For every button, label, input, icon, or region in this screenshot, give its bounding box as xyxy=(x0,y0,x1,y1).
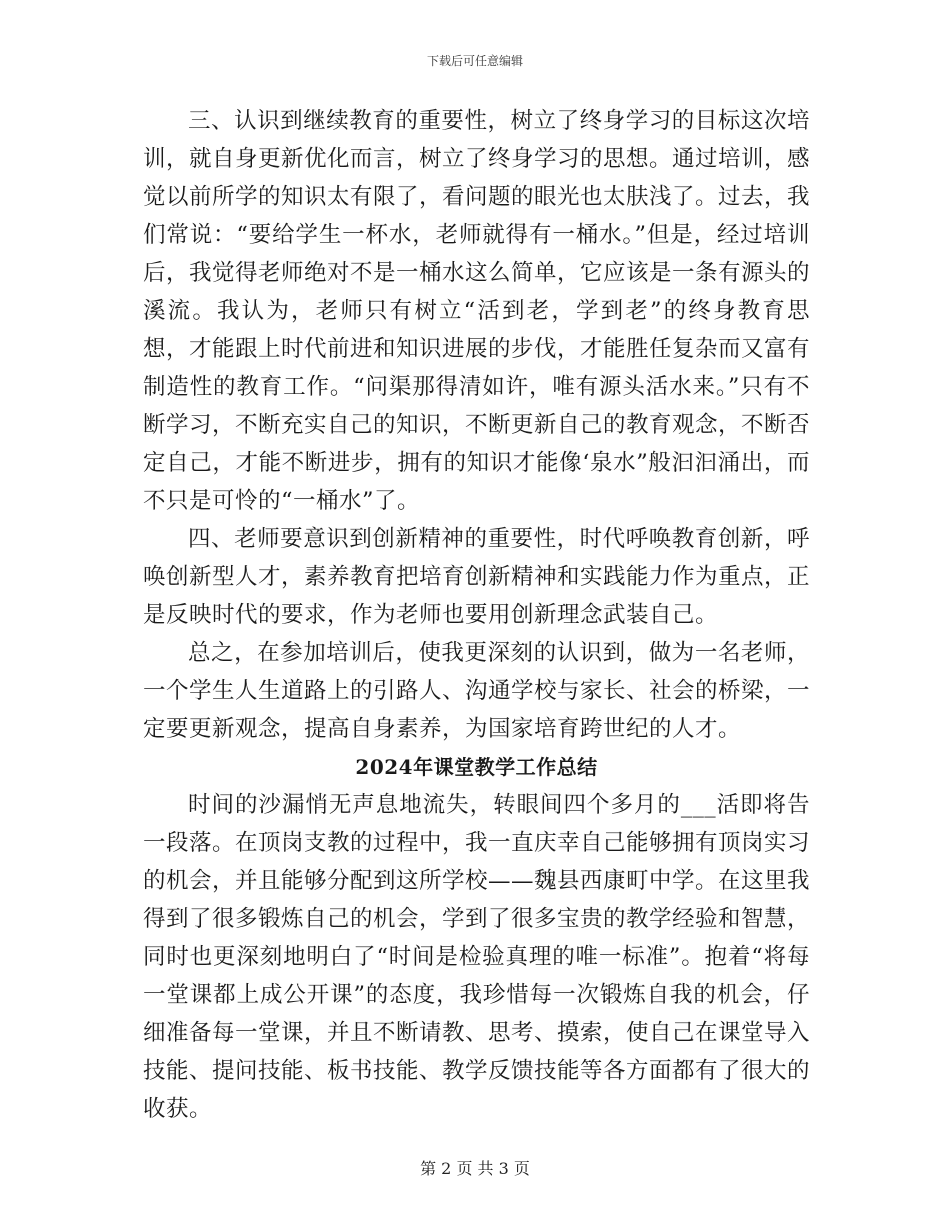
paragraph-conclusion: 总之，在参加培训后，使我更深刻的认识到，做为一名老师，一个学生人生道路上的引路人、沟通学校与家长、社会的桥梁，一定要更新观念，提高自身素养，为国家培育跨世纪的人才。 xyxy=(143,640,811,742)
page-header: 下载后可任意编辑 xyxy=(426,54,523,68)
page-number-footer: 第 2 页 共 3 页 xyxy=(420,1159,530,1178)
paragraph-innovation-spirit: 四、老师要意识到创新精神的重要性，时代呼唤教育创新，呼唤创新型人才，素养教育把培育创新精神和实践能力作为重点，正是反映时代的要求，作为老师也要用创新理念武装自己。 xyxy=(143,526,811,628)
document-body xyxy=(143,102,810,1128)
paragraph-teaching-summary: 时间的沙漏悄无声息地流失，转眼间四个多月的___活即将告一段落。在顶岗支教的过程中，我一直庆幸自己能够拥有顶岗实习的机会，并且能够分配到这所学校——魏县西康町中学。在这里我得到了很多锻炼自己的机会，学到了很多宝贵的教学经验和智慧，同时也更深刻地明白了“时间是检验真理的唯一标准”。抱着“将每一堂课都上成公开课”的态度，我珍惜每一次锻炼自我的机会，仔细准备每一堂课，并且不断请教、思考、摸索，使自己在课堂导入技能、提问技能、板书技能、教学反馈技能等各方面都有了很大的收获。 xyxy=(143,792,811,1122)
document-title: 2024年课堂教学工作总结 xyxy=(355,755,598,779)
paragraph-continuing-education: 三、认识到继续教育的重要性，树立了终身学习的目标这次培训，就自身更新优化而言，树立了终身学习的思想。通过培训，感觉以前所学的知识太有限了，看问题的眼光也太肤浅了。过去，我们常说：“要给学生一杯水，老师就得有一桶水。”但是，经过培训后，我觉得老师绝对不是一桶水这么简单，它应该是一条有源头的溪流。我认为，老师只有树立“活到老，学到老”的终身教育思想，才能跟上时代前进和知识进展的步伐，才能胜任复杂而又富有制造性的教育工作。“问渠那得清如许，唯有源头活水来。”只有不断学习，不断充实自己的知识，不断更新自己的教育观念，不断否定自己，才能不断进步，拥有的知识才能像‘泉水”般汩汩涌出，而不只是可怜的“一桶水”了。 xyxy=(143,108,811,514)
